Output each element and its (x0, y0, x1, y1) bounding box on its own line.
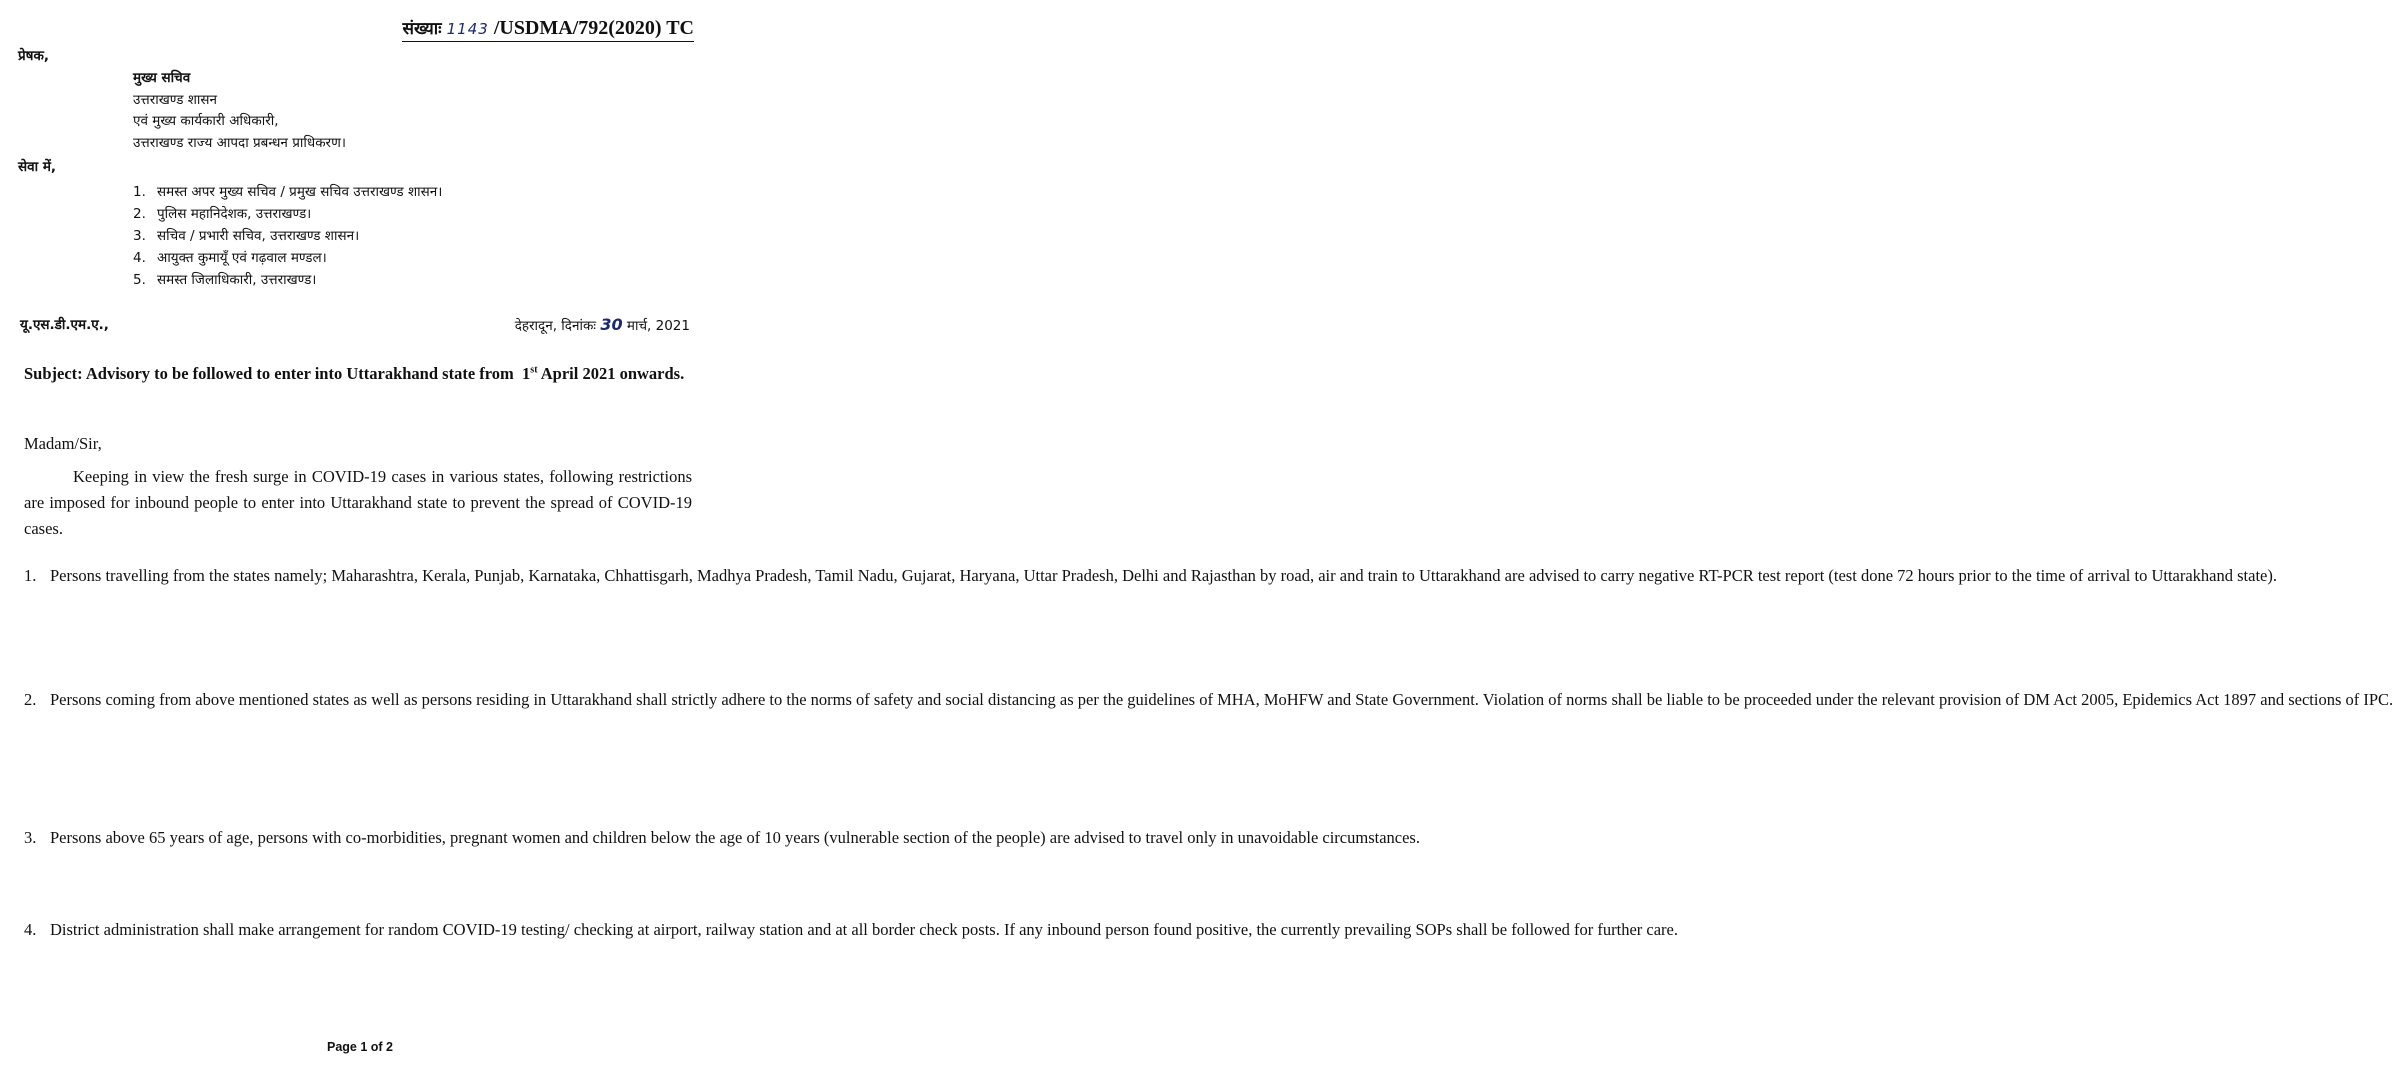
advisory-points (24, 564, 2393, 943)
point-number: 4. (24, 920, 37, 939)
salutation: Madam/Sir, (24, 434, 102, 453)
advisory-point (24, 918, 1679, 943)
recipient-item (133, 225, 442, 247)
intro-paragraph: Keeping in view the fresh surge in COVID-19 cases in various states, following restrictions are imposed for inbound people to enter into Uttarakhand state to prevent the spread of COVID-19 cases. (24, 467, 692, 538)
subject-text-end: April 2021 onwards. (540, 364, 685, 383)
recipient-item (133, 269, 442, 291)
recipient-text: समस्त अपर मुख्य सचिव / प्रमुख सचिव उत्तराखण्ड शासन। (157, 184, 443, 200)
recipient-item (133, 203, 442, 225)
sender-name: मुख्य सचिव (133, 70, 191, 86)
advisory-point (24, 826, 1420, 918)
subject-line (24, 361, 704, 386)
date-handwritten-day: 30 (600, 315, 623, 334)
date-prefix: देहरादून, दिनांकः (514, 318, 597, 334)
sender-line: एवं मुख्य कार्यकारी अधिकारी, (133, 113, 279, 129)
office-abbreviation: यू.एस.डी.एम.ए., (20, 317, 109, 333)
recipient-number: 4. (133, 250, 146, 266)
recipient-item (133, 247, 442, 269)
ref-handwritten-number: 1143 (446, 20, 489, 38)
advisory-point (24, 688, 2393, 826)
ref-suffix: /USDMA/792(2020) TC (493, 17, 694, 39)
ref-prefix: संख्याः (402, 19, 442, 39)
point-number: 3. (24, 828, 37, 847)
page-number: Page 1 of 2 (327, 1040, 393, 1054)
letter-date (515, 315, 690, 334)
recipient-number: 1. (133, 184, 146, 200)
point-number: 1. (24, 566, 37, 585)
subject-text: Advisory to be followed to enter into Uttarakhand state from (85, 364, 514, 383)
subject-ordinal: st (530, 364, 538, 376)
sender-label: प्रेषक, (18, 48, 49, 64)
recipient-text: समस्त जिलाधिकारी, उत्तराखण्ड। (157, 272, 317, 288)
recipient-text: पुलिस महानिदेशक, उत्तराखण्ड। (157, 206, 312, 222)
subject-day: 1 (522, 364, 531, 383)
point-text: Persons above 65 years of age, persons with co-morbidities, pregnant women and children below the age of 10 years (vulnerable section of the people) are advised to travel only in unavoidable circumstances. (50, 828, 1420, 847)
recipient-number: 2. (133, 206, 146, 222)
point-text: District administration shall make arrangement for random COVID-19 testing/ checking at airport, railway station and at all border check posts. If any inbound person found positive, the currently prevailing SOPs shall be followed for further care. (50, 920, 1679, 939)
sender-block (133, 68, 346, 154)
sender-line: उत्तराखण्ड राज्य आपदा प्रबन्धन प्राधिकरण। (133, 134, 346, 151)
advisory-point (24, 564, 2277, 688)
recipient-text: सचिव / प्रभारी सचिव, उत्तराखण्ड शासन। (157, 228, 360, 244)
point-text: Persons coming from above mentioned states as well as persons residing in Uttarakhand shall strictly adhere to the norms of safety and social distancing as per the guidelines of MHA, MoHFW and State Government. Violation of norms shall be liable to be proceeded under the relevant provision of DM Act 2005, Epidemics Act 1897 and sections of IPC. (50, 690, 2393, 709)
recipient-number: 3. (133, 228, 146, 244)
recipient-text: आयुक्त कुमायूँ एवं गढ़वाल मण्डल। (157, 250, 327, 266)
recipients-label: सेवा में, (18, 159, 57, 175)
recipients-list (133, 181, 442, 291)
date-suffix: मार्च, 2021 (626, 318, 690, 334)
sender-line: उत्तराखण्ड शासन (133, 91, 218, 108)
point-text: Persons travelling from the states namely; Maharashtra, Kerala, Punjab, Karnataka, Chhattisgarh, Madhya Pradesh, Tamil Nadu, Gujarat, Haryana, Uttar Pradesh, Delhi and Rajasthan by road, air and train to Uttarakhand are advised to carry negative RT-PCR test report (test done 72 hours prior to the time of arrival to Uttarakhand state). (50, 566, 2277, 585)
point-number: 2. (24, 690, 37, 709)
subject-label: Subject: (24, 364, 83, 383)
recipient-number: 5. (133, 272, 146, 288)
recipient-item (133, 181, 442, 203)
reference-number (402, 16, 694, 42)
